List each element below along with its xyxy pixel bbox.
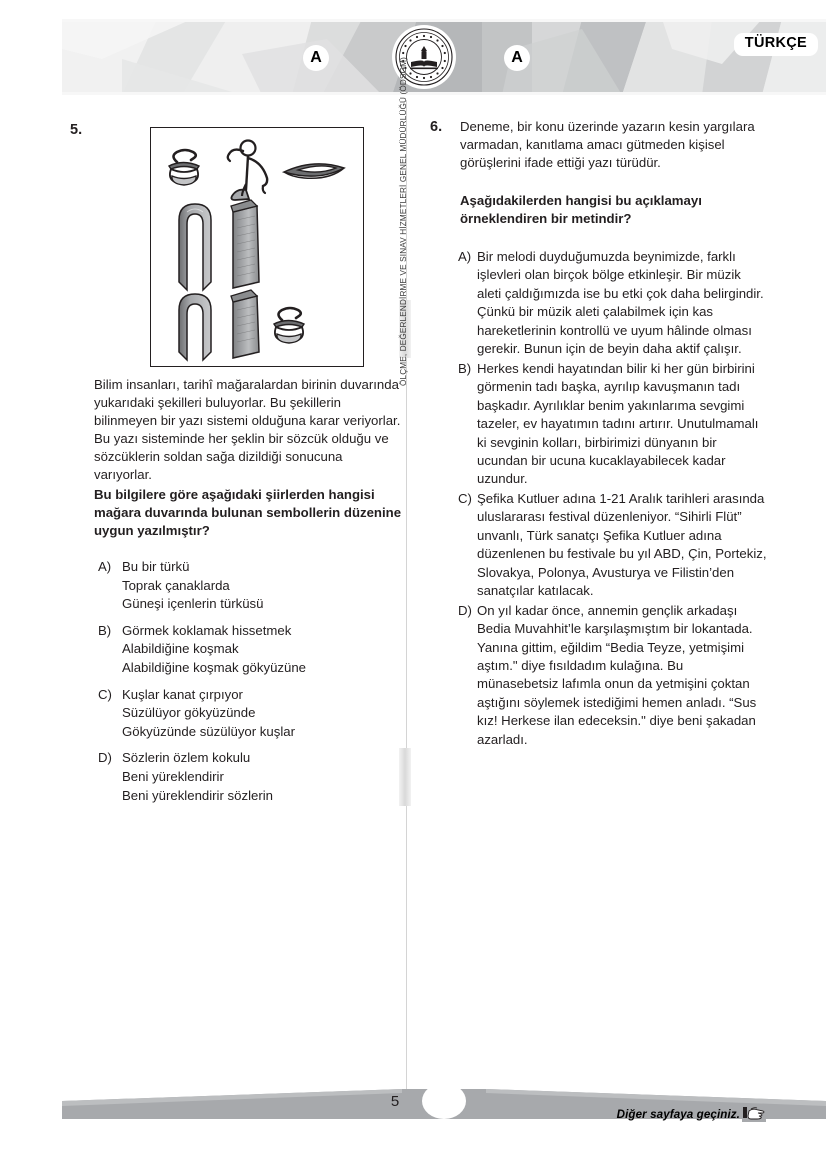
booklet-letter-right: A [504, 45, 530, 71]
option-a-line-1: Bu bir türkü [122, 559, 190, 574]
option-b-label: B) [458, 360, 472, 376]
question-6-prompt: Aşağıdakilerden hangisi bu açıklamayı örneklendiren bir metindir? [460, 193, 702, 227]
option-a-line-3: Güneşi içenlerin türküsü [122, 596, 264, 612]
question-6-passage: Deneme, bir konu üzerinde yazarın kesin yargılara varmadan, kanıtlama amacı gütmeden kişisel görüşlerini ifade ettiği yazı türüdür. [460, 119, 755, 170]
option-d-text [122, 749, 403, 805]
question-5-options [98, 558, 403, 813]
option-d-label: D) [458, 602, 472, 618]
question-5-passage: Bilim insanları, tarihî mağaralardan birinin duvarında yukarıdaki şekilleri buluyorlar. Bu şekillerin bilinmeyen bir yazı sistemi olduğuna karar veriyorlar. Bu yazı sisteminde her şeklin bir sözcük olduğu ve sözcüklerin soldan sağa dizildiği sonucuna varıyorlar. [94, 377, 401, 482]
question-6-number: 6. [430, 119, 443, 135]
option-c-line-2: Süzülüyor gökyüzünde [122, 705, 256, 721]
cave-symbols-figure [150, 127, 364, 367]
option-c[interactable] [98, 686, 403, 742]
option-b-line-1: Görmek koklamak hissetmek [122, 622, 292, 638]
booklet-letter-left: A [303, 45, 329, 71]
option-b[interactable] [98, 622, 403, 678]
sidebar-vertical-text: ÖLÇME, DEĞERLENDİRME VE SINAV HİZMETLERİ GENEL MÜDÜRLÜĞÜ (ÖDSGM) [399, 57, 408, 386]
symbol-tablet-1 [231, 200, 259, 288]
question-5-number: 5. [70, 122, 83, 138]
option-d-line-3: Beni yüreklendirir sözlerin [122, 787, 273, 803]
subject-badge: TÜRKÇE [734, 33, 818, 56]
option-a-text: Bir melodi duyduğumuzda beynimizde, farklı işlevleri olan birçok bölge etkinleşir. Bir müzik aleti çaldığımızda ise bu etki çok daha belirgindir. Çünkü bir müzik aleti çalabilmek için kas hareketlerinin kontrollü ve uyum hâlinde olması gerekir. Bunun için de beyin daha aktif çalışır. [477, 249, 764, 357]
option-b[interactable] [458, 360, 768, 489]
option-a-label: A) [458, 249, 472, 264]
pointing-hand-icon [742, 1104, 766, 1122]
option-b-line-3: Alabildiğine koşmak gökyüzüne [122, 659, 307, 675]
page-header [62, 19, 826, 95]
option-b-text [122, 622, 403, 678]
option-c-text [122, 686, 403, 742]
option-c[interactable] [458, 490, 768, 601]
next-page-note: Diğer sayfaya geçiniz. [616, 1108, 740, 1121]
option-d[interactable] [458, 602, 768, 750]
option-c-line-1: Kuşlar kanat çırpıyor [122, 686, 243, 702]
option-b-label: B) [98, 622, 112, 638]
option-a[interactable] [98, 558, 403, 614]
option-b-text: Herkes kendi hayatından bilir ki her gün birbirini görmenin tadı başka, ayrılıp kavuşmanın tadı başkadır. Ayrılıklar benim yakınlarıma sevgimi tazeler, ev hayatımın tadını artırır. Unutulmamalı ki sevginin kolları, birbirimizi dünyanın bir ucundan bir ucuna kucaklayabilecek kadar uzundur. [477, 360, 759, 487]
option-b-line-2: Alabildiğine koşmak [122, 641, 239, 657]
page-number: 5 [390, 1093, 400, 1110]
option-d-label: D) [98, 750, 112, 766]
option-c-text: Şefika Kutluer adına 1-21 Aralık tarihleri arasında uluslararası festival düzenleniyor. “Sihirli Flüt” unvanlı, Türk sanatçı Şefika Kutluer adına düzenlenen bu festivale bu yıl ABD, Çin, Portekiz, Slovakya, Polonya, Avusturya ve Filistin’den sanatçılar katılacak. [477, 490, 767, 599]
option-a[interactable] [458, 248, 768, 359]
option-d-line-1: Sözlerin özlem kokulu [122, 750, 251, 766]
option-a-text [122, 558, 403, 614]
option-d-text: On yıl kadar önce, annemin gençlik arkadaşı Bedia Muvahhit’le karşılaşmıştım bir lokantada. Yanına gittim, eğildim “Bedia Teyze, yetmişimi aştım." diye fısıldadım kulağına. Bu münasebetsiz lafımla onun da yetmişini çoktan aştığını söylemek istediğimi hemen anladı. “Sus kız! Herkese ilan edeceksin." diye beni şakadan azarladı. [477, 602, 757, 747]
option-d-line-2: Beni yüreklendirir [122, 768, 224, 784]
option-c-label: C) [98, 686, 112, 702]
option-d[interactable] [98, 749, 403, 805]
symbol-tablet-2 [231, 290, 259, 358]
option-a-label: A) [98, 559, 112, 574]
option-a-line-2: Toprak çanaklarda [122, 577, 230, 593]
option-c-line-3: Gökyüzünde süzülüyor kuşlar [122, 723, 295, 739]
question-6-options [458, 248, 768, 750]
option-c-label: C) [458, 490, 472, 506]
question-5-prompt: Bu bilgilere göre aşağıdaki şiirlerden hangisi mağara duvarında bulunan sembollerin düzenine uygun yazılmıştır? [94, 487, 402, 539]
